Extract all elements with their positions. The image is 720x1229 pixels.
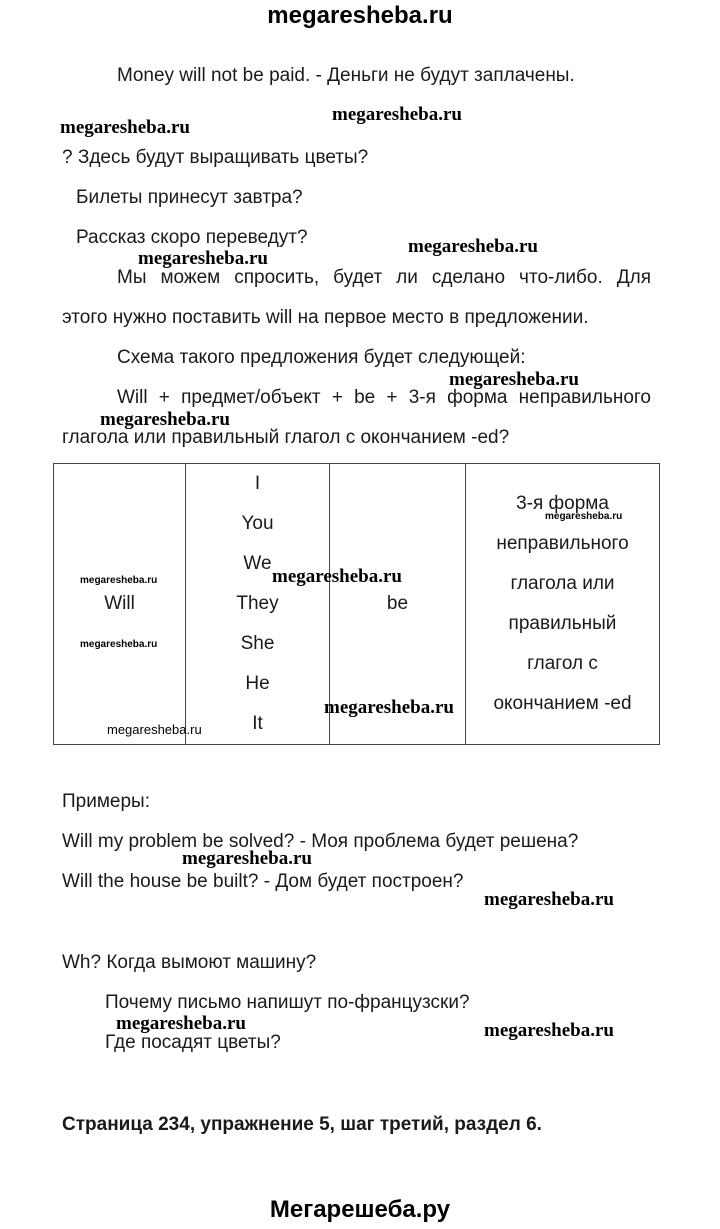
wh-question-1: Wh? Когда вымоют машину? — [62, 952, 317, 973]
watermark: megaresheba.ru — [484, 889, 614, 910]
question-3: Рассказ скоро переведут? — [76, 227, 308, 248]
watermark: megaresheba.ru — [182, 848, 312, 869]
wh-question-3: Где посадят цветы? — [105, 1032, 281, 1053]
pronoun-i: I — [254, 473, 261, 494]
table-cell-pronouns — [186, 464, 330, 745]
site-header: megaresheba.ru — [267, 2, 453, 29]
pronoun-we: We — [243, 553, 272, 574]
form-line-3: глагола или — [510, 573, 615, 594]
watermark: megaresheba.ru — [80, 575, 158, 586]
form-line-2: неправильного — [496, 533, 629, 554]
watermark: megaresheba.ru — [324, 697, 454, 718]
table-cell-verb-form — [466, 464, 660, 745]
form-line-5: глагол с — [527, 653, 598, 674]
scheme-intro: Схема такого предложения будет следующей: — [117, 347, 526, 368]
table-cell-will — [54, 464, 186, 745]
pronoun-you: You — [241, 513, 274, 534]
pronoun-she: She — [240, 633, 275, 654]
explanation-line-2: этого нужно поставить will на первое место в предложении. — [62, 307, 589, 328]
page-reference: Страница 234, упражнение 5, шаг третий, раздел 6. — [62, 1114, 542, 1135]
question-2: Билеты принесут завтра? — [76, 187, 303, 208]
examples-heading: Примеры: — [62, 791, 150, 812]
form-line-4: правильный — [508, 613, 617, 634]
scheme-line-2: глагола или правильный глагол с окончанием -ed? — [62, 427, 510, 448]
watermark: megaresheba.ru — [60, 117, 190, 138]
question-1: ? Здесь будут выращивать цветы? — [62, 147, 369, 168]
table-be: be — [386, 593, 409, 614]
example-1: Will my problem be solved? - Моя проблема будет решена? — [62, 831, 579, 852]
watermark: megaresheba.ru — [449, 369, 579, 390]
watermark: megaresheba.ru — [408, 236, 538, 257]
watermark: megaresheba.ru — [545, 511, 623, 522]
watermark: megaresheba.ru — [272, 566, 402, 587]
watermark: megaresheba.ru — [138, 248, 268, 269]
watermark: megaresheba.ru — [100, 409, 230, 430]
example-2: Will the house be built? - Дом будет построен? — [62, 871, 464, 892]
pronoun-it: It — [252, 713, 263, 734]
wh-question-2: Почему письмо напишут по-французски? — [105, 992, 470, 1013]
footer-title: Мегарешеба.ру — [269, 1196, 451, 1223]
pronoun-he: He — [245, 673, 270, 694]
explanation-line-1: Мы можем спросить, будет ли сделано что-либо. Для — [117, 267, 651, 288]
watermark: megaresheba.ru — [116, 1013, 246, 1034]
form-line-1: 3-я форма — [516, 493, 609, 514]
form-line-6: окончанием -ed — [493, 693, 632, 714]
intro-line: Money will not be paid. - Деньги не будут заплачены. — [117, 65, 575, 86]
pronoun-they: They — [236, 593, 279, 614]
watermark: megaresheba.ru — [484, 1020, 614, 1041]
watermark: megaresheba.ru — [80, 639, 158, 650]
scheme-line-1: Will + предмет/объект + be + 3-я форма неправильного — [117, 387, 651, 408]
watermark: megaresheba.ru — [107, 722, 202, 737]
watermark: megaresheba.ru — [332, 104, 462, 125]
table-will: Will — [104, 593, 135, 614]
